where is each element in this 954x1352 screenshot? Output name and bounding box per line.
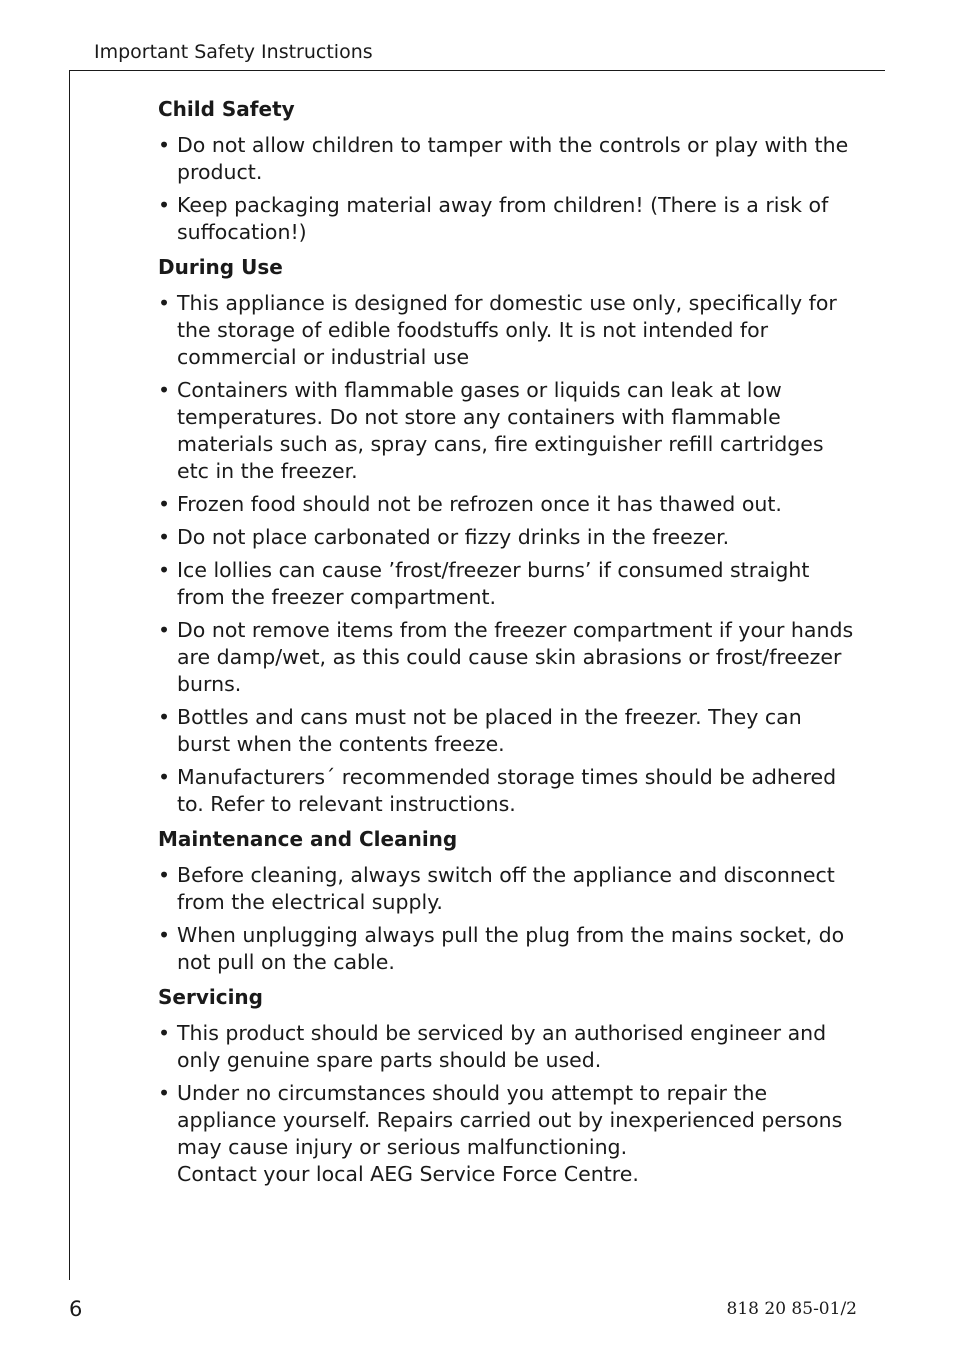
bullet-icon: • bbox=[158, 525, 171, 549]
item-text: Do not allow children to tamper with the controls or play with the product. bbox=[177, 133, 849, 184]
bullet-icon: • bbox=[158, 1081, 171, 1105]
list-item bbox=[158, 1080, 858, 1188]
item-text: Under no circumstances should you attempt to repair the appliance yourself. Repairs carried out by inexperienced persons may cause injury or serious malfunctioning. bbox=[177, 1081, 843, 1159]
service-contact-note: Contact your local AEG Service Force Centre. bbox=[177, 1162, 639, 1186]
list-item bbox=[158, 192, 858, 246]
instruction-list bbox=[158, 862, 858, 976]
item-text: This appliance is designed for domestic use only, specifically for the storage of edible foodstuffs only. It is not intended for commercial or industrial use bbox=[177, 291, 837, 369]
bullet-icon: • bbox=[158, 133, 171, 157]
running-header: Important Safety Instructions bbox=[94, 41, 373, 63]
item-text: Frozen food should not be refrozen once it has thawed out. bbox=[177, 492, 782, 516]
item-text: When unplugging always pull the plug from the mains socket, do not pull on the cable. bbox=[177, 923, 845, 974]
section-maintenance-and-cleaning bbox=[158, 826, 858, 976]
page-content bbox=[158, 96, 858, 1196]
section-during-use bbox=[158, 254, 858, 818]
list-item bbox=[158, 491, 858, 518]
bullet-icon: • bbox=[158, 765, 171, 789]
list-item bbox=[158, 617, 858, 698]
item-text: Containers with flammable gases or liquids can leak at low temperatures. Do not store any containers with flammable materials such as, spray cans, fire extinguisher refill cartridges etc in the freezer. bbox=[177, 378, 824, 483]
list-item bbox=[158, 922, 858, 976]
list-item bbox=[158, 1020, 858, 1074]
header-rule bbox=[69, 70, 885, 71]
bullet-icon: • bbox=[158, 193, 171, 217]
bullet-icon: • bbox=[158, 923, 171, 947]
list-item bbox=[158, 862, 858, 916]
item-text: This product should be serviced by an authorised engineer and only genuine spare parts should be used. bbox=[177, 1021, 827, 1072]
bullet-icon: • bbox=[158, 863, 171, 887]
list-item bbox=[158, 557, 858, 611]
bullet-icon: • bbox=[158, 1021, 171, 1045]
list-item bbox=[158, 377, 858, 485]
bullet-icon: • bbox=[158, 705, 171, 729]
section-title: Servicing bbox=[158, 985, 263, 1009]
bullet-icon: • bbox=[158, 558, 171, 582]
item-text: Ice lollies can cause ’frost/freezer burns’ if consumed straight from the freezer compartment. bbox=[177, 558, 810, 609]
bullet-icon: • bbox=[158, 492, 171, 516]
bullet-icon: • bbox=[158, 618, 171, 642]
instruction-list bbox=[158, 290, 858, 818]
item-text: Keep packaging material away from children! (There is a risk of suffocation!) bbox=[177, 193, 829, 244]
document-code: 818 20 85-01/2 bbox=[726, 1299, 857, 1319]
item-text: Manufacturers´ recommended storage times should be adhered to. Refer to relevant instructions. bbox=[177, 765, 837, 816]
list-item bbox=[158, 132, 858, 186]
item-text: Do not place carbonated or fizzy drinks in the freezer. bbox=[177, 525, 730, 549]
item-text: Bottles and cans must not be placed in the freezer. They can burst when the contents freeze. bbox=[177, 705, 802, 756]
item-text: Before cleaning, always switch off the appliance and disconnect from the electrical supply. bbox=[177, 863, 835, 914]
list-item bbox=[158, 524, 858, 551]
margin-rule bbox=[69, 70, 70, 1280]
list-item bbox=[158, 704, 858, 758]
item-text: Do not remove items from the freezer compartment if your hands are damp/wet, as this could cause skin abrasions or frost/freezer burns. bbox=[177, 618, 854, 696]
section-child-safety bbox=[158, 96, 858, 246]
bullet-icon: • bbox=[158, 291, 171, 315]
section-title: During Use bbox=[158, 255, 283, 279]
bullet-icon: • bbox=[158, 378, 171, 402]
section-title: Child Safety bbox=[158, 97, 295, 121]
instruction-list bbox=[158, 1020, 858, 1188]
instruction-list bbox=[158, 132, 858, 246]
list-item bbox=[158, 764, 858, 818]
list-item bbox=[158, 290, 858, 371]
page-number: 6 bbox=[69, 1297, 83, 1321]
section-servicing bbox=[158, 984, 858, 1188]
section-title: Maintenance and Cleaning bbox=[158, 827, 458, 851]
